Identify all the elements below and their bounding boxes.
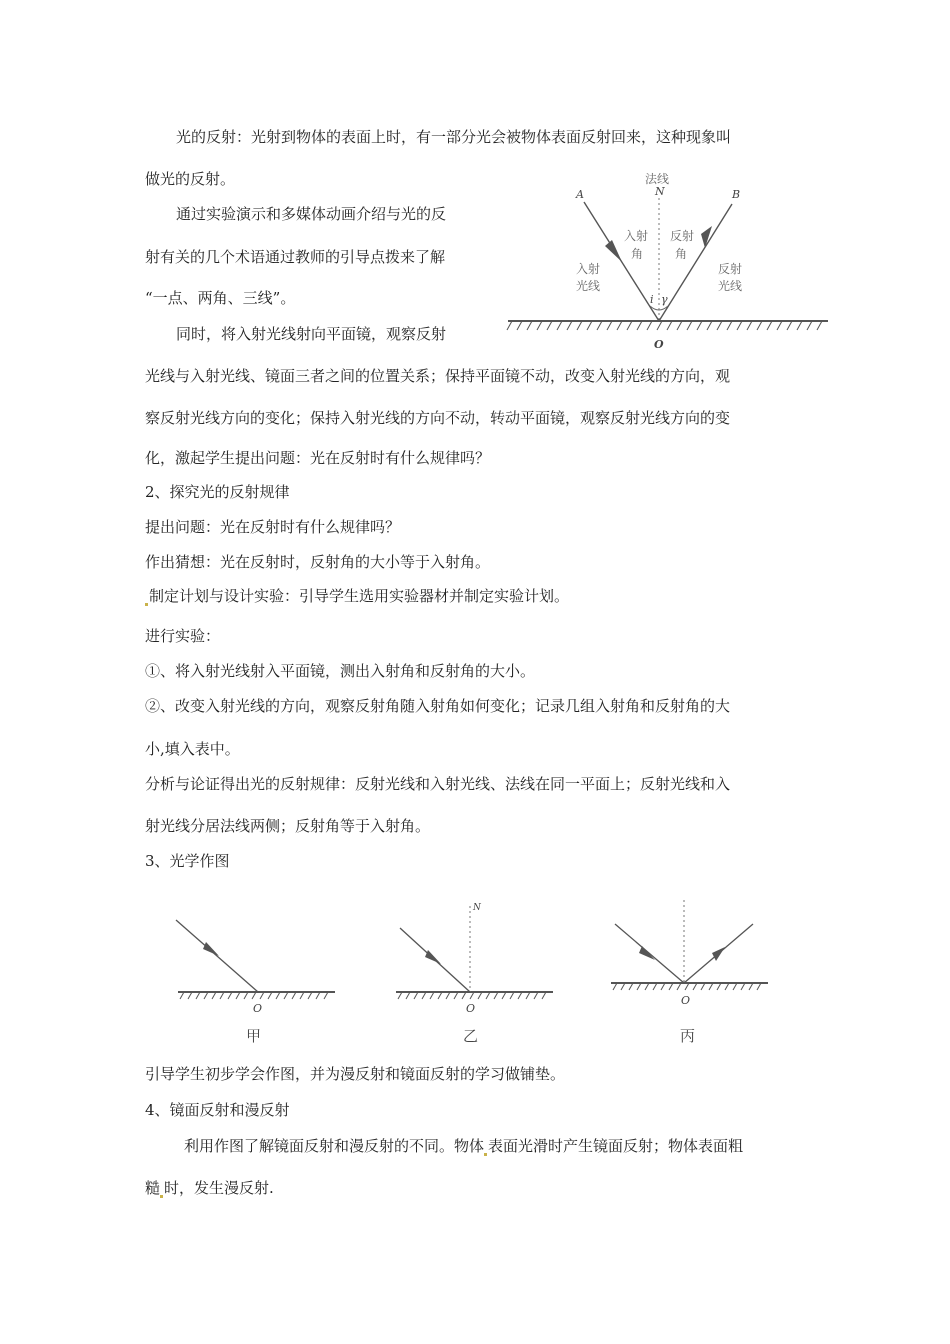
normal-label: 法线 [645,172,670,186]
figure-yi [390,898,570,1022]
mark-dot [160,1195,163,1198]
reflect-ray-1: 反射 [718,262,743,276]
incident-ray [176,920,258,992]
intro-line-3: 通过实验演示和多媒体动画介绍与光的反 [176,205,447,223]
section2-step2b: 小,填入表中。 [145,740,240,758]
figure-jia [170,912,350,1022]
fig1-O: O [253,1002,263,1015]
intro-line-8: 察反射光线方向的变化；保持入射光线的方向不动，转动平面镜，观察反射光线方向的变 [145,409,731,427]
label-B: B [732,188,741,201]
section3-heading: 3、光学作图 [145,852,230,870]
mark-dot [484,1153,487,1156]
intro-line-9: 化，激起学生提出问题：光在反射时有什么规律吗？ [145,449,491,467]
incident-arrow [203,942,219,956]
section4-p2a: 糙 [145,1179,161,1197]
incident-arrow [639,946,655,960]
intro-line-5: “一点、两角、三线”。 [145,289,296,307]
fig2-O: O [466,1002,476,1015]
section4-p2 [145,1178,274,1198]
section3-after: 引导学生初步学会作图，并为漫反射和镜面反射的学习做铺垫。 [145,1065,566,1083]
intro-line-7: 光线与入射光线、镜面三者之间的位置关系；保持平面镜不动，改变入射光线的方向，观 [145,367,731,385]
reflected-arrow [712,947,725,961]
section2-heading: 2、探究光的反射规律 [145,483,290,501]
incident-ray [615,924,684,983]
label-r: γ [661,293,668,306]
incident-ray-1: 入射 [576,262,601,276]
section4-p2b: 时，发生漫反射. [164,1179,274,1197]
mirror-hatching [507,321,822,330]
incident-ray-2: 光线 [576,279,601,293]
section4-heading: 4、镜面反射和漫反射 [145,1101,290,1119]
section2-plan: 制定计划与设计实验：引导学生选用实验器材并制定实验计划。 [149,587,570,605]
fig2-caption: 乙 [463,1027,479,1045]
section2-conclusion-b: 射光线分居法线两侧；反射角等于入射角。 [145,817,431,835]
section2-step2a: ②、改变入射光线的方向，观察反射角随入射角如何变化；记录几组入射角和反射角的大 [145,697,731,715]
section4-p1 [184,1136,743,1156]
reflection-diagram [500,168,840,358]
section2-question: 提出问题：光在反射时有什么规律吗？ [145,518,401,536]
mark-dot [145,603,148,606]
figure-bing [605,896,785,1020]
section2-conclusion-a: 分析与论证得出光的反射规律：反射光线和入射光线、法线在同一平面上；反射光线和入 [145,775,731,793]
intro-line-4: 射有关的几个术语通过教师的引导点拨来了解 [145,248,446,266]
reflect-angle-1: 反射 [670,229,695,243]
fig3-O: O [681,994,691,1007]
label-i: i [650,293,654,306]
intro-line-6: 同时，将入射光线射向平面镜，观察反射 [176,325,447,343]
incident-arrow [605,240,622,262]
incident-angle-1: 入射 [624,229,649,243]
reflect-angle-2: 角 [675,247,688,261]
fig1-caption: 甲 [246,1027,262,1045]
section2-plan-row [145,586,569,606]
label-N: N [655,185,665,198]
section4-p1b: 表面光滑时产生镜面反射；物体表面粗 [488,1137,744,1155]
section2-conduct: 进行实验： [145,627,221,645]
fig2-N: N [473,903,481,913]
section4-p1a: 利用作图了解镜面反射和漫反射的不同。物体 [184,1137,485,1155]
intro-line-1: 光的反射：光射到物体的表面上时，有一部分光会被物体表面反射回来，这种现象叫 [176,128,732,146]
label-A: A [576,188,584,201]
intro-line-2: 做光的反射。 [145,170,236,188]
reflect-ray-2: 光线 [718,279,743,293]
fig3-caption: 丙 [680,1027,696,1045]
section2-step1: ①、将入射光线射入平面镜，测出入射角和反射角的大小。 [145,662,536,680]
incident-arrow [425,950,441,964]
label-O: O [654,338,664,351]
section2-guess: 作出猜想：光在反射时，反射角的大小等于入射角。 [145,553,491,571]
incident-angle-2: 角 [631,247,644,261]
